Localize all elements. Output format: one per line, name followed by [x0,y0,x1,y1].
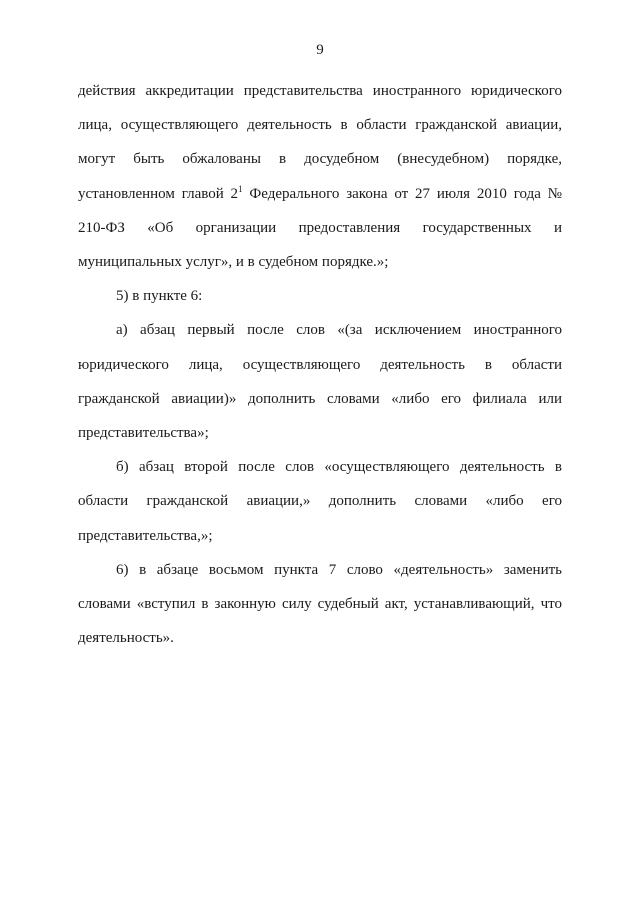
paragraph-item-5: 5) в пункте 6: [116,288,203,305]
superscript-chapter: 1 [238,183,243,194]
paragraph-text: действия аккредитации представительства иностранного юридического лица, осуществляющего деятельность в области гражданской авиации, могут быть обжалованы в досудебном (внесудебном) порядке, установленном главой 2 [78,83,562,202]
paragraph-accreditation-appeal [78,74,562,279]
document-body [78,74,562,655]
paragraph-item-6: 6) в абзаце восьмом пункта 7 слово «деятельность» заменить словами «вступил в законную силу судебный акт, устанавливающий, что деятельность». [78,561,562,647]
paragraph-subitem-b: б) абзац второй после слов «осуществляющего деятельность в области гражданской авиации,» дополнить словами «либо его представительства,»; [78,459,562,544]
page-number: 9 [316,42,324,58]
paragraph-text-continued: Федерального закона от 27 июля 2010 года № 210-ФЗ «Об организации предоставления государственных и муниципальных услуг», и в судебном порядке.»; [78,185,562,271]
paragraph-subitem-a: а) абзац первый после слов «(за исключением иностранного юридического лица, осуществляющего деятельность в области гражданской авиации)» дополнить словами «либо его филиала или представительства»; [78,322,562,442]
